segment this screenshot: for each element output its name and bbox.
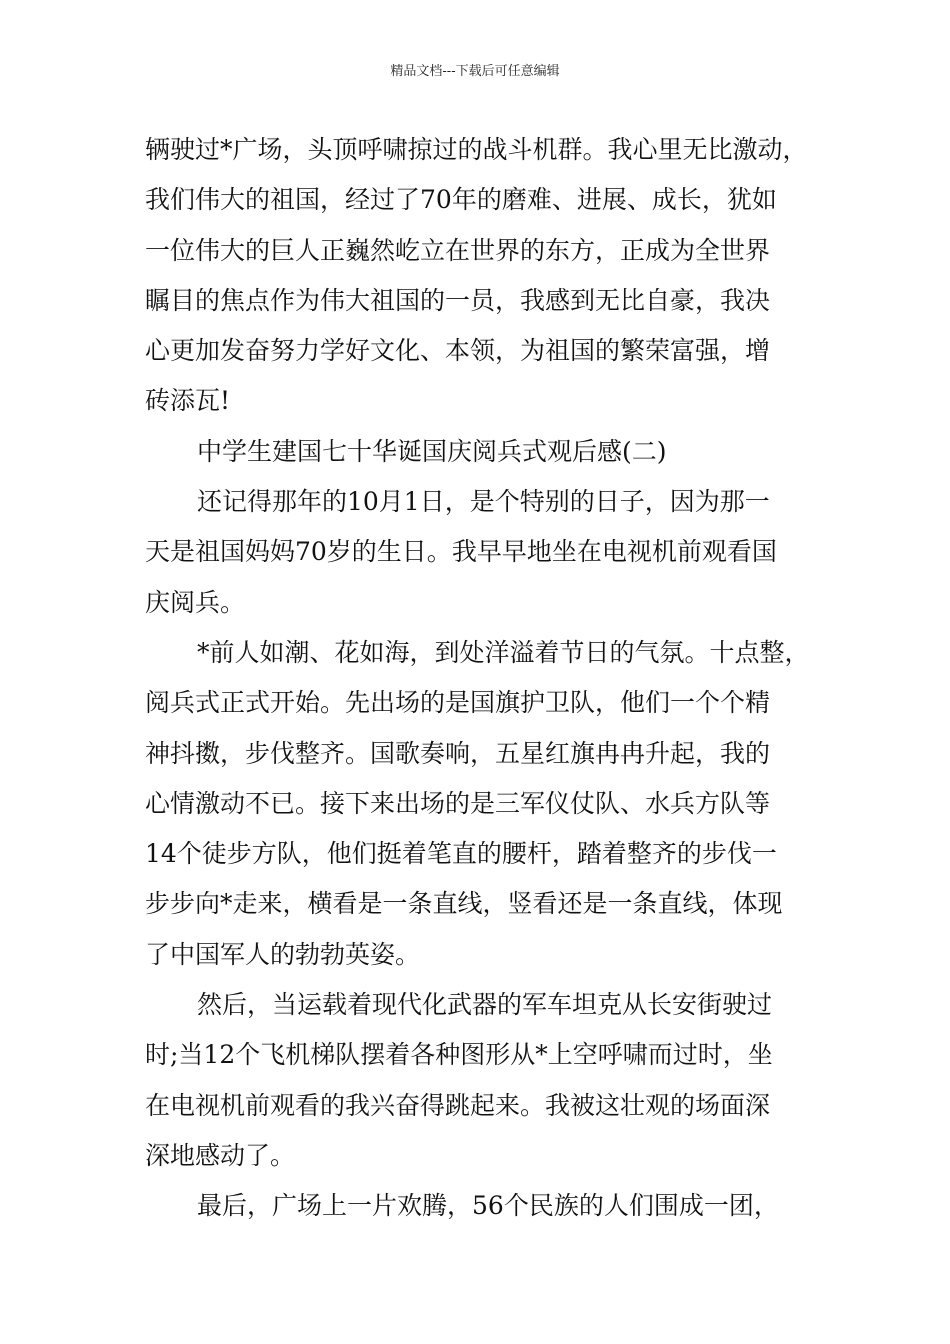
text-line: 深地感动了。 [145, 1140, 296, 1170]
text-line: 在电视机前观看的我兴奋得跳起来。我被这壮观的场面深 [145, 1090, 771, 1120]
text-line: 心更加发奋努力学好文化、本领，为祖国的繁荣富强，增 [145, 336, 771, 366]
text-line: 砖添瓦! [145, 386, 231, 416]
text-line: 我们伟大的祖国，经过了70年的磨难、进展、成长，犹如 [145, 185, 777, 215]
text-line: 然后，当运载着现代化武器的军车坦克从长安街驶过 [197, 990, 773, 1020]
text-line: 心情激动不已。接下来出场的是三军仪仗队、水兵方队等 [145, 788, 771, 818]
text-line: *前人如潮、花如海，到处洋溢着节日的气氛。十点整， [197, 637, 810, 667]
text-line: 步步向*走来，横看是一条直线，竖看还是一条直线，体现 [145, 889, 783, 919]
text-line: 时;当12个飞机梯队摆着各种图形从*上空呼啸而过时，坐 [145, 1040, 773, 1070]
text-line: 还记得那年的10月1日，是个特别的日子，因为那一 [197, 487, 770, 517]
text-line: 瞩目的焦点作为伟大祖国的一员，我感到无比自豪，我决 [145, 285, 771, 315]
text-line: 庆阅兵。 [145, 587, 246, 617]
text-line: 14个徒步方队，他们挺着笔直的腰杆，踏着整齐的步伐一 [145, 839, 777, 869]
text-line: 了中国军人的勃勃英姿。 [145, 939, 421, 969]
text-line: 天是祖国妈妈70岁的生日。我早早地坐在电视机前观看国 [145, 537, 777, 567]
text-line: 辆驶过*广场，头顶呼啸掠过的战斗机群。我心里无比激动， [145, 135, 808, 164]
text-line: 神抖擞，步伐整齐。国歌奏响，五星红旗冉冉升起，我的 [145, 738, 771, 768]
article-body [145, 125, 815, 1232]
text-line: 最后，广场上一片欢腾，56个民族的人们围成一团， [197, 1191, 779, 1221]
text-line: 一位伟大的巨人正巍然屹立在世界的东方，正成为全世界 [145, 235, 771, 265]
section-heading: 中学生建国七十华诞国庆阅兵式观后感(二) [197, 436, 667, 466]
page-header: 精品文档---下载后可任意编辑 [390, 64, 560, 79]
text-line: 阅兵式正式开始。先出场的是国旗护卫队，他们一个个精 [145, 688, 771, 718]
